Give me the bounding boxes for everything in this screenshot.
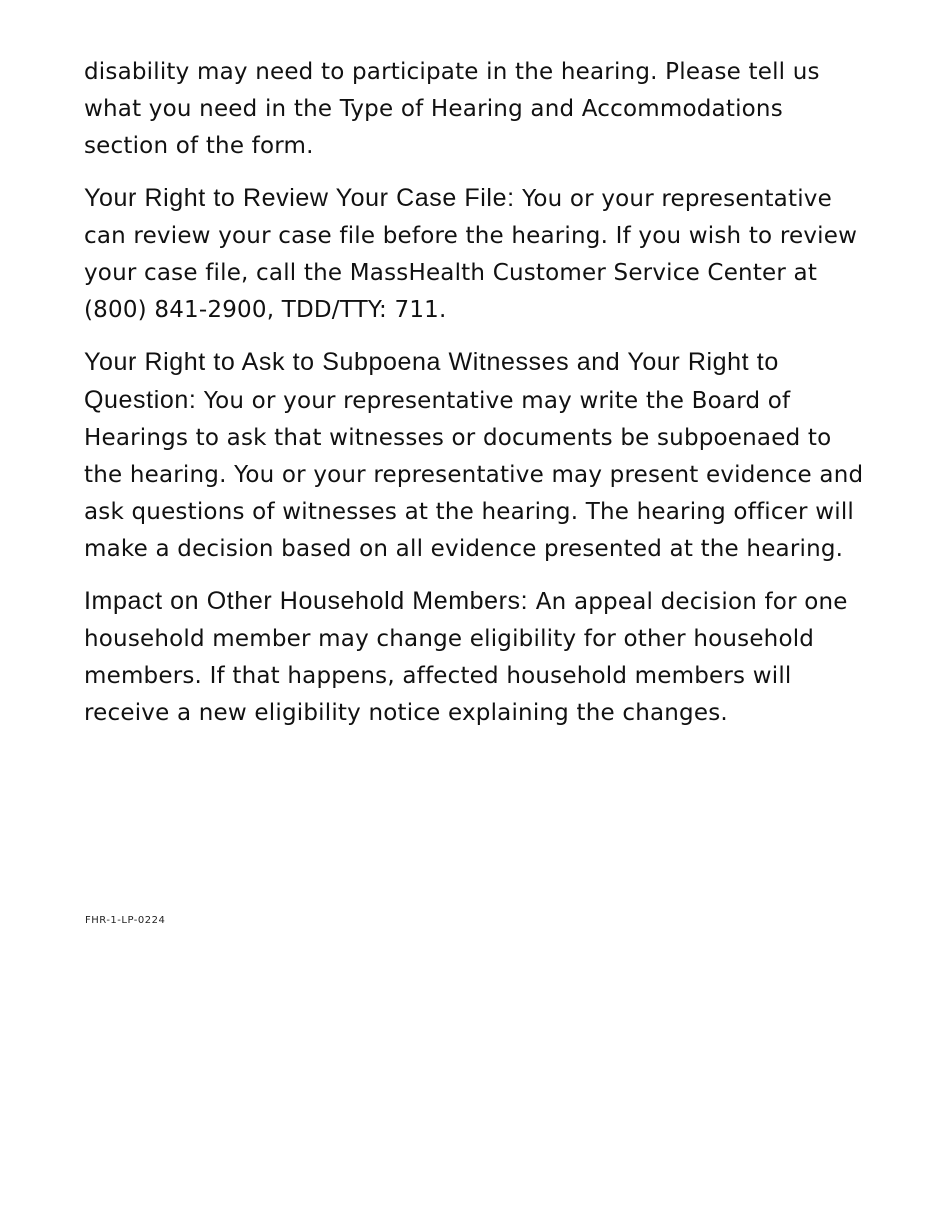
- paragraph-review-case-file: [84, 180, 874, 329]
- paragraph-subpoena-witnesses: [84, 344, 874, 568]
- paragraph-disability-accommodations: [84, 54, 874, 165]
- paragraph-household-impact: [84, 583, 874, 732]
- paragraph-text: You or your representative may write the Board of Hearings to ask that witnesses or documents be subpoenaed to the hearing. You or your representative may present evidence and ask questions of witnesses at the hearing. The hearing officer will make a decision based on all evidence presented at the hearing.: [84, 388, 864, 562]
- paragraph-text: disability may need to participate in the hearing. Please tell us what you need in the Type of Hearing and Accommodations section of the form.: [84, 59, 820, 159]
- paragraph-text: An appeal decision for one household member may change eligibility for other household members. If that happens, affected household members will receive a new eligibility notice explaining the changes.: [84, 589, 848, 726]
- paragraph-heading: Impact on Other Household Members:: [84, 587, 529, 615]
- paragraph-heading: Your Right to Review Your Case File:: [84, 184, 515, 212]
- paragraph-text: You or your representative can review your case file before the hearing. If you wish to review your case file, call the MassHealth Customer Service Center at (800) 841-2900, TDD/TTY: 711.: [84, 186, 858, 323]
- form-code: FHR-1-LP-0224: [85, 915, 166, 926]
- paragraph-heading: Your Right to Ask to Subpoena Witnesses and Your Right to Question:: [84, 348, 779, 414]
- document-page: [84, 54, 874, 747]
